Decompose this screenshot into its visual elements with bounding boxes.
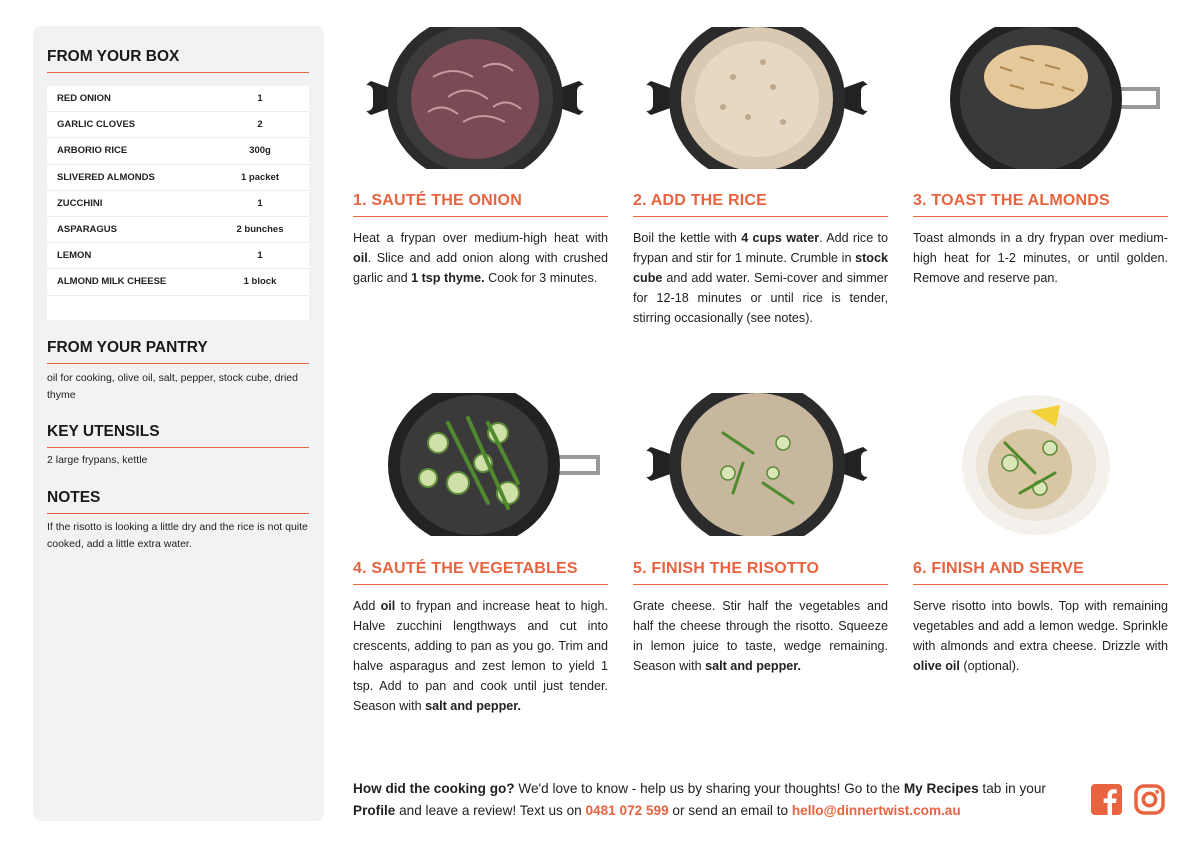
step-6-title: 6. FINISH AND SERVE <box>913 560 1168 585</box>
ingredient-name: GARLIC CLOVES <box>57 119 136 131</box>
emphasis-text: olive oil <box>913 659 960 673</box>
ingredients-table <box>47 86 309 320</box>
ingredient-row <box>47 217 309 243</box>
ingredient-qty: 1 block <box>243 276 277 288</box>
ingredient-qty: 1 <box>257 93 263 105</box>
step-1-title: 1. SAUTÉ THE ONION <box>353 192 608 217</box>
ingredient-name: ARBORIO RICE <box>57 145 128 157</box>
emphasis-text: stock cube <box>633 251 888 285</box>
pantry-text: oil for cooking, olive oil, salt, pepper, stock cube, dried thyme <box>47 372 298 401</box>
ingredient-row <box>47 165 309 191</box>
step-5-photo <box>633 393 881 536</box>
emphasis-text: My Recipes <box>903 781 979 796</box>
emphasis-text: Profile <box>353 802 396 818</box>
ingredient-row <box>47 138 309 164</box>
ingredient-qty: 1 packet <box>240 171 280 183</box>
step-2-photo <box>633 27 881 169</box>
ingredient-row <box>47 86 309 112</box>
ingredient-name: LEMON <box>57 250 92 262</box>
step-6-body: Serve risotto into bowls. Top with remaining vegetables and add a lemon wedge. Sprinkle with almonds and extra cheese. Drizzle with olive oil (optional). <box>913 599 1168 673</box>
step-5-title: 5. FINISH THE RISOTTO <box>633 560 888 585</box>
step-2-title: 2. ADD THE RICE <box>633 192 888 217</box>
sidebar <box>33 26 324 821</box>
step-3-photo <box>950 27 1160 169</box>
step-4-title: 4. SAUTÉ THE VEGETABLES <box>353 560 608 585</box>
ingredient-qty: 2 <box>257 119 263 131</box>
ingredient-qty: 2 bunches <box>236 224 284 236</box>
emphasis-text: 4 cups water <box>741 231 820 245</box>
contact-link[interactable]: 0481 072 599 <box>585 802 669 818</box>
ingredient-name: ZUCCHINI <box>57 197 103 209</box>
ingredient-name: SLIVERED ALMONDS <box>57 171 155 183</box>
step-1-body: Heat a frypan over medium-high heat with oil. Slice and add onion along with crushed garlic and 1 tsp thyme. Cook for 3 minutes. <box>353 231 608 285</box>
ingredient-name: ASPARAGUS <box>57 224 117 236</box>
step-3-title: 3. TOAST THE ALMONDS <box>913 192 1168 217</box>
emphasis-text: salt and pepper. <box>425 699 521 713</box>
emphasis-text: salt and pepper. <box>705 659 801 673</box>
ingredient-qty: 1 <box>257 250 263 262</box>
pantry-heading: FROM YOUR PANTRY <box>47 339 309 364</box>
ingredient-qty: 300g <box>249 145 271 157</box>
contact-link[interactable]: hello@dinnertwist.com.au <box>791 802 961 818</box>
instagram-icon[interactable] <box>1134 784 1165 815</box>
emphasis-text: oil <box>380 599 396 613</box>
box-heading: FROM YOUR BOX <box>47 48 309 73</box>
emphasis-text: 1 tsp thyme. <box>411 271 485 285</box>
step-2-body: Boil the kettle with 4 cups water. Add rice to frypan and stir for 1 minute. Crumble in stock cube and add water. Semi-cover and simmer for 12-18 minutes or until rice is tender, stirring occasionally (see notes). <box>633 231 889 325</box>
feedback-footer: How did the cooking go? We'd love to know - help us by sharing your thoughts! Go to the My Recipes tab in your Profile and leave a review! Text us on 0481 072 599 or send an email to hello@dinnertwist.com.au <box>353 781 1046 818</box>
step-3-body: Toast almonds in a dry frypan over medium-high heat for 1-2 minutes, or until golden. Remove and reserve pan. <box>913 231 1168 285</box>
ingredient-row <box>47 112 309 138</box>
step-5-body: Grate cheese. Stir half the vegetables and half the cheese through the risotto. Squeeze in lemon juice to taste, wedge remaining. Season with salt and pepper. <box>633 599 888 673</box>
ingredient-qty: 1 <box>257 197 263 209</box>
notes-text: If the risotto is looking a little dry and the rice is not quite cooked, add a little extra water. <box>47 521 308 550</box>
step-6-photo <box>960 393 1112 538</box>
step-4-body: Add oil to frypan and increase heat to high. Halve zucchini lengthways and cut into crescents, adding to pan as you go. Trim and halve asparagus and zest lemon to yield 1 tsp. Add to pan and cook until just tender. Season with salt and pepper. <box>353 599 608 713</box>
emphasis-text: oil <box>353 251 368 265</box>
step-1-photo <box>353 27 597 169</box>
step-4-photo <box>388 393 600 536</box>
emphasis-text: How did the cooking go? <box>353 781 515 796</box>
ingredient-name: ALMOND MILK CHEESE <box>57 276 167 288</box>
ingredient-row <box>47 243 309 269</box>
utensils-text: 2 large frypans, kettle <box>47 454 148 466</box>
ingredient-name: RED ONION <box>57 93 111 105</box>
facebook-icon[interactable] <box>1091 784 1122 815</box>
utensils-heading: KEY UTENSILS <box>47 423 309 448</box>
ingredient-row <box>47 191 309 217</box>
notes-heading: NOTES <box>47 489 309 514</box>
ingredient-row <box>47 269 309 295</box>
